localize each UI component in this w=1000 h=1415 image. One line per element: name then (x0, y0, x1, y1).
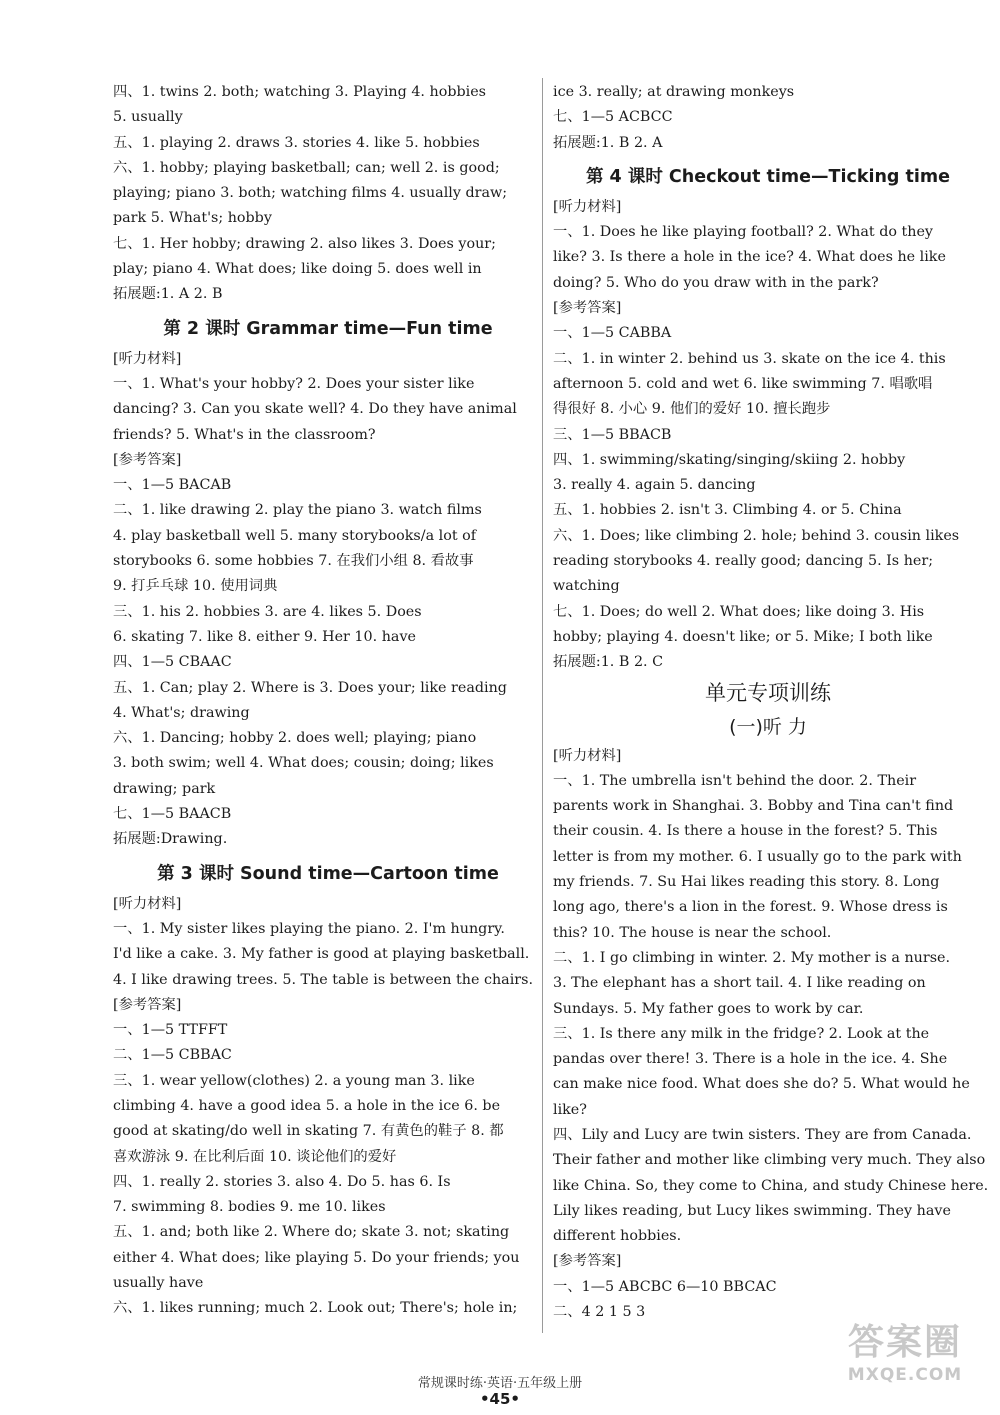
answer-line: 五、1. hobbies 2. isn't 3. Climbing 4. or 5. China (553, 502, 902, 519)
answer-line: 6. skating 7. like 8. either 9. Her 10. have (113, 628, 416, 645)
watermark-text: 答案圈 (847, 1322, 962, 1363)
answer-line: play; piano 4. What does; like doing 5. does well in (113, 261, 482, 278)
answer-line: my friends. 7. Su Hai likes reading this story. 8. Long (553, 874, 940, 891)
answer-line: [听力材料] (113, 350, 182, 367)
watermark-logo (830, 1322, 980, 1397)
answer-line: 五、1. playing 2. draws 3. stories 4. like 5. hobbies (113, 134, 480, 151)
answer-line: 7. swimming 8. bodies 9. me 10. likes (113, 1199, 386, 1216)
answer-line: their cousin. 4. Is there a house in the forest? 5. This (553, 823, 938, 840)
answer-line: 四、1—5 CBAAC (113, 654, 232, 671)
answer-line: I'd like a cake. 3. My father is good at playing basketball. (113, 946, 530, 963)
answer-line: 3. The elephant has a short tail. 4. I like reading on (553, 975, 926, 992)
answer-line: this? 10. The house is near the school. (553, 924, 832, 941)
answer-line: 三、1. Is there any milk in the fridge? 2. Look at the (553, 1025, 930, 1042)
answer-line: hobby; playing 4. doesn't like; or 5. Mike; I both like (553, 628, 933, 645)
answer-line: playing; piano 3. both; watching films 4. usually draw; (113, 185, 508, 202)
answer-line: 4. What's; drawing (113, 704, 250, 721)
answer-line: 二、1. like drawing 2. play the piano 3. watch films (113, 502, 482, 519)
answer-line: park 5. What's; hobby (113, 210, 272, 227)
answer-line: 喜欢游泳 9. 在比利后面 10. 谈论他们的爱好 (113, 1148, 397, 1165)
answer-line: 5. usually (113, 109, 183, 126)
section-heading: 第 2 课时 Grammar time—Fun time (163, 318, 493, 339)
answer-line: afternoon 5. cold and wet 6. like swimming 7. 唱歌唱 (553, 375, 933, 392)
answer-line: 拓展题:1. B 2. A (553, 134, 663, 151)
answer-line: Sundays. 5. My father goes to work by car. (553, 1000, 864, 1017)
page-number: •45• (479, 1390, 521, 1408)
answer-line: 拓展题:1. A 2. B (113, 286, 223, 303)
answer-line: [参考答案] (553, 300, 622, 317)
answer-line: 三、1. his 2. hobbies 3. are 4. likes 5. Does (113, 603, 422, 620)
answer-line: 七、1—5 ACBCC (553, 109, 673, 126)
answer-line: 拓展题:1. B 2. C (553, 654, 664, 671)
answer-line: can make nice food. What does she do? 5. What would he (553, 1076, 970, 1093)
answer-line: letter is from my mother. 6. I usually go to the park with (553, 848, 962, 865)
answer-line: usually have (113, 1275, 204, 1292)
right-column (553, 80, 989, 1325)
answer-line: watching (553, 578, 620, 595)
answer-line: pandas over there! 3. There is a hole in the ice. 4. She (553, 1051, 948, 1068)
answer-line: Their father and mother like climbing very much. They also (553, 1152, 986, 1169)
answer-line: 一、1—5 ABCBC 6—10 BBCAC (553, 1278, 777, 1295)
section-heading: 第 4 课时 Checkout time—Ticking time (585, 166, 951, 187)
answer-line: 五、1. and; both like 2. Where do; skate 3. not; skating (113, 1224, 510, 1241)
answer-line: long ago, there's a lion in the forest. 9. Whose dress is (553, 899, 948, 916)
answer-line: 一、1. The umbrella isn't behind the door. 2. Their (553, 772, 917, 789)
answer-line: either 4. What does; like playing 5. Do your friends; you (113, 1249, 520, 1266)
answer-line: 七、1—5 BAACB (113, 806, 232, 823)
answer-line: 六、1. Does; like climbing 2. hole; behind 3. cousin likes (553, 527, 960, 544)
answer-line: 一、1—5 TTFFT (113, 1022, 228, 1039)
answer-line: 9. 打乒乓球 10. 使用词典 (113, 578, 278, 595)
answer-line: 二、1. I go climbing in winter. 2. My mother is a nurse. (553, 949, 951, 966)
answer-line: 得很好 8. 小心 9. 他们的爱好 10. 擅长跑步 (553, 401, 831, 418)
answer-line: reading storybooks 4. really good; dancing 5. Is her; (553, 553, 934, 570)
answer-line: 六、1. likes running; much 2. Look out; There's; hole in; (113, 1300, 518, 1317)
answer-line: 七、1. Her hobby; drawing 2. also likes 3. Does your; (113, 235, 496, 252)
answer-line: [参考答案] (113, 996, 182, 1013)
answer-line: 四、Lily and Lucy are twin sisters. They are from Canada. (553, 1126, 972, 1143)
left-column (113, 80, 543, 1322)
answer-line: 3. both swim; well 4. What does; cousin; doing; likes (113, 755, 494, 772)
answer-line: 4. play basketball well 5. many storybooks/a lot of (113, 527, 477, 544)
answer-line: 五、1. Can; play 2. Where is 3. Does your; like reading (113, 679, 507, 696)
answer-line: 二、4 2 1 5 3 (553, 1304, 646, 1321)
answer-line: parents work in Shanghai. 3. Bobby and Tina can't find (553, 798, 954, 815)
answer-line: 二、1. in winter 2. behind us 3. skate on the ice 4. this (553, 350, 946, 367)
answer-line: 拓展题:Drawing. (113, 831, 228, 848)
answer-line: like? (553, 1101, 587, 1118)
answer-line: different hobbies. (553, 1228, 682, 1245)
answer-line: 四、1. twins 2. both; watching 3. Playing 4. hobbies (113, 84, 487, 100)
answer-line: doing? 5. Who do you draw with in the park? (553, 274, 879, 291)
answer-line: 七、1. Does; do well 2. What does; like doing 3. His (553, 603, 925, 620)
answer-line: friends? 5. What's in the classroom? (113, 426, 376, 443)
answer-line: like China. So, they come to China, and study Chinese here. (553, 1177, 989, 1194)
answer-line: dancing? 3. Can you skate well? 4. Do they have animal (113, 401, 517, 418)
answer-line: 一、1. Does he like playing football? 2. What do they (553, 224, 933, 241)
watermark-url: MXQE.COM (847, 1365, 963, 1385)
answer-line: 一、1. My sister likes playing the piano. 2. I'm hungry. (113, 920, 505, 937)
answer-line: 4. I like drawing trees. 5. The table is between the chairs. (113, 971, 533, 988)
answer-line: 3. really 4. again 5. dancing (553, 477, 756, 494)
answer-line: 六、1. hobby; playing basketball; can; well 2. is good; (113, 159, 500, 176)
answer-line: [参考答案] (113, 451, 182, 468)
answer-line: [听力材料] (113, 895, 182, 912)
answer-line: [听力材料] (553, 198, 622, 215)
answer-line: 二、1—5 CBBAC (113, 1047, 232, 1064)
answer-line: ice 3. really; at drawing monkeys (553, 84, 795, 100)
answer-line: 四、1. really 2. stories 3. also 4. Do 5. has 6. Is (113, 1173, 451, 1190)
answer-line: 一、1—5 BACAB (113, 477, 232, 494)
footer-title: 常规课时练·英语·五年级上册 (417, 1376, 583, 1391)
answer-line: 六、1. Dancing; hobby 2. does well; playing; piano (113, 730, 477, 747)
answer-line: climbing 4. have a good idea 5. a hole in the ice 6. be (113, 1097, 501, 1114)
answer-line: drawing; park (113, 780, 216, 797)
answer-line: good at skating/do well in skating 7. 有黄色的鞋子 8. 都 (113, 1123, 504, 1140)
answer-line: [参考答案] (553, 1253, 622, 1270)
answer-line: like? 3. Is there a hole in the ice? 4. What does he like (553, 249, 946, 266)
answer-line: 三、1. wear yellow(clothes) 2. a young man 3. like (113, 1072, 475, 1089)
unit-heading: 单元专项训练 (705, 680, 831, 705)
column-divider (542, 78, 543, 1333)
answer-line: storybooks 6. some hobbies 7. 在我们小组 8. 看故事 (113, 553, 474, 570)
answer-line: 一、1. What's your hobby? 2. Does your sister like (113, 375, 475, 392)
answer-line: [听力材料] (553, 747, 622, 764)
section-heading: 第 3 课时 Sound time—Cartoon time (157, 863, 499, 884)
answer-line: 四、1. swimming/skating/singing/skiing 2. hobby (553, 451, 906, 468)
answer-line: 一、1—5 CABBA (553, 325, 672, 342)
unit-heading: (一)听 力 (729, 715, 807, 738)
answer-line: 三、1—5 BBACB (553, 426, 672, 443)
answer-line: Lily likes reading, but Lucy likes swimming. They have (553, 1202, 951, 1219)
